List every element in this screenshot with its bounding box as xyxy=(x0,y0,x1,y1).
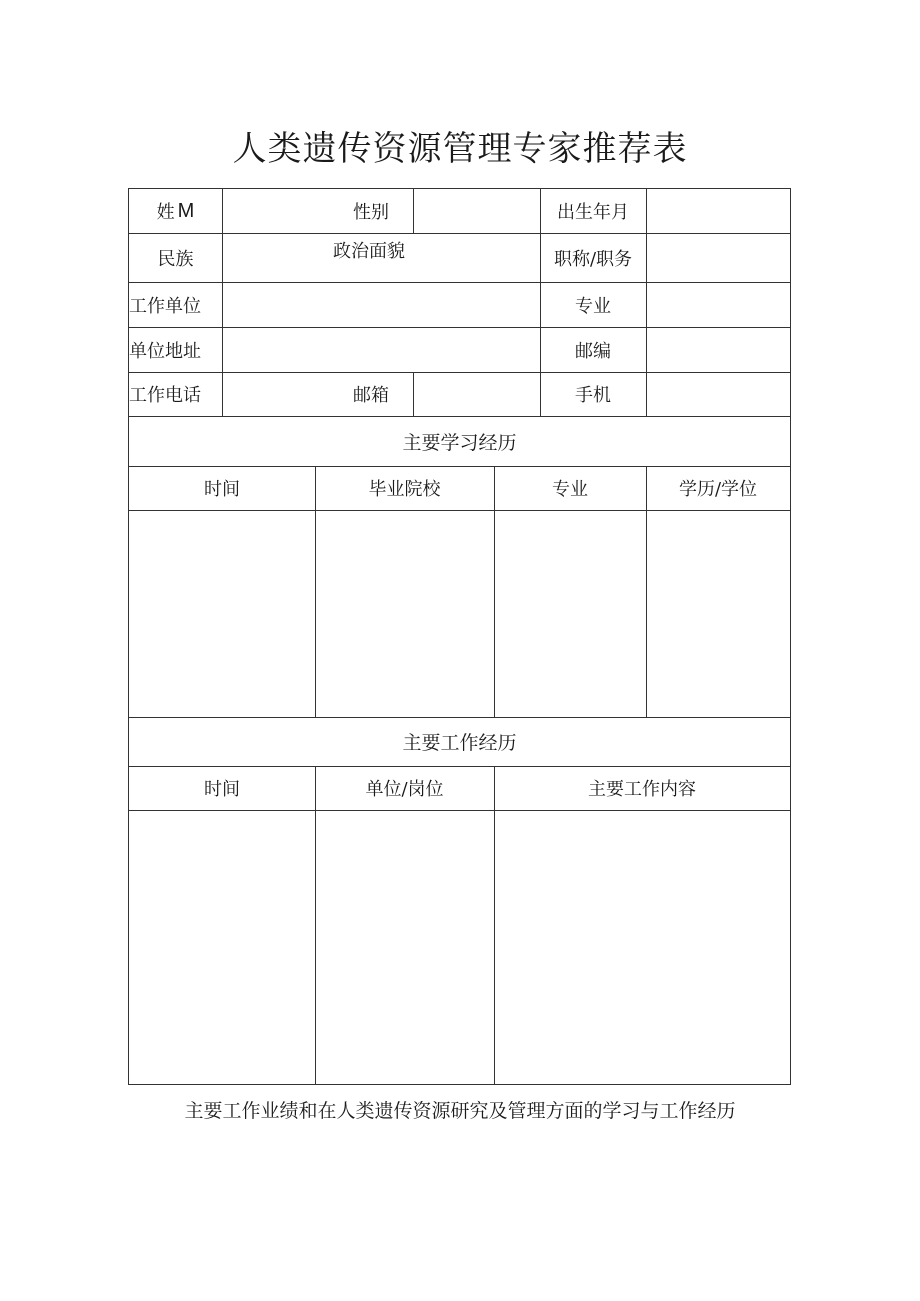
mobile-input-cell[interactable] xyxy=(646,372,790,416)
work-phone-input-cell[interactable] xyxy=(222,372,329,416)
name-value: M xyxy=(177,199,195,222)
name-label: 姓 xyxy=(156,202,175,223)
politics-label: 政治面貌 xyxy=(333,241,405,262)
title-label: 职称/职务 xyxy=(553,248,633,270)
email-input-cell[interactable] xyxy=(413,372,540,416)
address-input-cell[interactable] xyxy=(222,327,540,372)
edu-header-school: 毕业院校 xyxy=(368,479,441,500)
edu-time-input[interactable] xyxy=(129,510,315,717)
title-input-cell[interactable] xyxy=(646,233,790,282)
work-content-input[interactable] xyxy=(494,810,790,1084)
address-label: 单位地址 xyxy=(129,340,201,362)
edu-header-major: 专业 xyxy=(552,479,588,500)
edu-header-time: 时间 xyxy=(204,479,240,500)
edu-header-degree: 学历/学位 xyxy=(678,479,758,500)
work-header-content: 主要工作内容 xyxy=(588,779,696,800)
recommendation-form xyxy=(128,188,791,1085)
work-time-input[interactable] xyxy=(129,810,315,1084)
gender-label: 性别 xyxy=(353,202,389,223)
work-section-title: 主要工作经历 xyxy=(402,732,517,754)
edu-degree-input[interactable] xyxy=(646,510,790,717)
workplace-input-cell[interactable] xyxy=(222,282,540,327)
workplace-label: 工作单位 xyxy=(129,295,201,317)
mobile-label: 手机 xyxy=(575,385,611,406)
major-input-cell[interactable] xyxy=(646,282,790,327)
gender-input-cell[interactable] xyxy=(413,189,540,233)
major-label: 专业 xyxy=(575,295,611,317)
birth-label: 出生年月 xyxy=(557,202,629,223)
zip-label: 邮编 xyxy=(575,340,611,362)
work-header-unit: 单位/岗位 xyxy=(365,779,444,800)
work-unit-input[interactable] xyxy=(315,810,494,1084)
birth-input-cell[interactable] xyxy=(646,189,790,233)
work-header-time: 时间 xyxy=(204,779,240,800)
edu-major-input[interactable] xyxy=(494,510,646,717)
ethnicity-label: 民族 xyxy=(157,248,194,270)
politics-input-cell[interactable] xyxy=(419,233,540,282)
zip-input-cell[interactable] xyxy=(646,327,790,372)
education-section-title: 主要学习经历 xyxy=(402,431,517,454)
achievements-heading: 主要工作业绩和在人类遗传资源研究及管理方面的学习与工作经历 xyxy=(184,1100,736,1122)
work-phone-label: 工作电话 xyxy=(129,385,201,406)
form-title: 人类遗传资源管理专家推荐表 xyxy=(232,129,688,169)
name-label-cell xyxy=(129,189,222,233)
email-label: 邮箱 xyxy=(353,385,389,406)
edu-school-input[interactable] xyxy=(315,510,494,717)
